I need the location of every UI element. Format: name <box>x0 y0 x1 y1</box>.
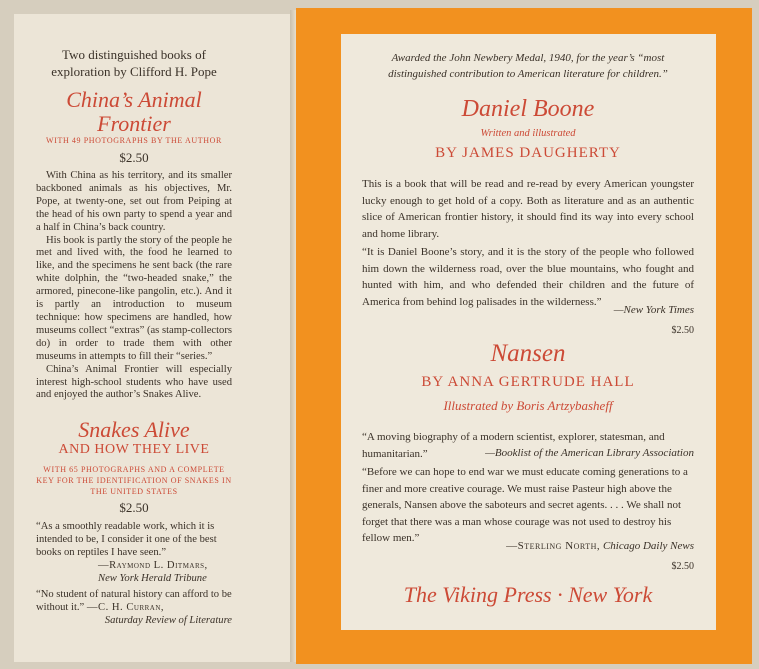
attribution-source: Saturday Review of Literature <box>104 615 232 626</box>
price-boone: $2.50 <box>671 325 694 336</box>
illustrator-nansen: Illustrated by Boris Artzybasheff <box>443 398 613 413</box>
nansen-quote-2: “Before we can hope to end war we must educate coming generations to a finer and more creative courage. We must raise Pasteur high above the generals, Nansen above the saboteurs and secret agents. . . . We shall not forget that there was a man whose courage was not used to destroy his fellow men.” <box>362 466 688 544</box>
price-china: $2.50 <box>119 150 149 165</box>
snakes-quote-2 <box>36 588 232 627</box>
nansen-quote-2-source <box>362 540 694 552</box>
book-subtitle-china: WITH 49 PHOTOGRAPHS BY THE AUTHOR <box>46 136 222 145</box>
boone-description: This is a book that will be read and re-read by every American youngster lucky enough to get hold of a copy. Both as literature and as an authentic slice of American frontier history, it should find its way into every school and home library. <box>362 178 694 240</box>
snakes-quote-1-attribution <box>98 559 238 585</box>
attribution-name: —C. H. Curran, <box>86 602 165 613</box>
boone-review-source: —New York Times <box>613 304 694 316</box>
boone-review: “It is Daniel Boone’s story, and it is the story of the people who followed him down the wilderness road, over the blue mountains, who fought and hunted with him, and who defended their children and the future of America from behind log palisades in the wilderness.” <box>362 246 694 308</box>
book-title-nansen: Nansen <box>490 340 566 367</box>
book-title-boone: Daniel Boone <box>461 96 595 122</box>
author-boone: BY JAMES DAUGHERTY <box>435 145 621 161</box>
price-snakes: $2.50 <box>119 500 149 515</box>
china-para-2: His book is partly the story of the people he met and lived with, the food he learned to like, and the specimens he sent back (the rare white dolphin, the “two-headed snake,” the armored, pinecone-like pangolin, etc.). And it is partly an introduction to museum technique: how specimens are handled, how museums collect “extras” (as stamp-collectors do) in order to trade them with other museums in attempts to fill their “series.” <box>36 234 232 362</box>
flap-intro: Two distinguished books of exploration by Clifford H. Pope <box>51 47 217 79</box>
written-illustrated-note: Written and illustrated <box>480 128 576 139</box>
attribution-name: —Sterling North, <box>506 540 601 552</box>
publisher-imprint: The Viking Press · New York <box>403 582 653 607</box>
quote-text: “No student of natural history can afford to be without it.” <box>36 589 232 613</box>
attribution-source: New York Herald Tribune <box>98 573 207 584</box>
snakes-quote-1: “As a smoothly readable work, which it is intended to be, I consider it one of the best books on reptiles I have seen.” <box>36 521 217 558</box>
china-para-1: With China as his territory, and its smaller backboned animals as his objectives, Mr. Pope, at twenty-one, set out from Peiping at the head of his own party to spend a year and a half in China’s back country. <box>36 170 232 233</box>
book-subtitle-snakes: AND HOW THEY LIVE <box>58 442 210 457</box>
attribution-publication: Chicago Daily News <box>602 540 694 552</box>
book-subtitle-snakes-detail: WITH 65 PHOTOGRAPHS AND A COMPLETE KEY FOR THE IDENTIFICATION OF SNAKES IN THE UNITED STATES <box>36 465 232 496</box>
award-note: Awarded the John Newbery Medal, 1940, for the year’s “most distinguished contribution to American literature for children.” <box>388 52 668 80</box>
china-description <box>36 170 232 402</box>
book-title-china: China’s Animal Frontier <box>66 87 202 136</box>
nansen-quote-1: “A moving biography of a modern scientist, explorer, statesman, and humanitarian.” <box>362 431 665 460</box>
attribution-name: —Raymond L. Ditmars, <box>98 560 208 571</box>
book-title-snakes: Snakes Alive <box>78 417 190 442</box>
price-nansen: $2.50 <box>671 561 694 572</box>
nansen-quote-1-source: —Booklist of the American Library Association <box>485 447 694 459</box>
china-para-3: China’s Animal Frontier will especially interest high-school students who have used and enjoyed the author’s Snakes Alive. <box>36 363 232 401</box>
author-nansen: BY ANNA GERTRUDE HALL <box>421 374 635 390</box>
